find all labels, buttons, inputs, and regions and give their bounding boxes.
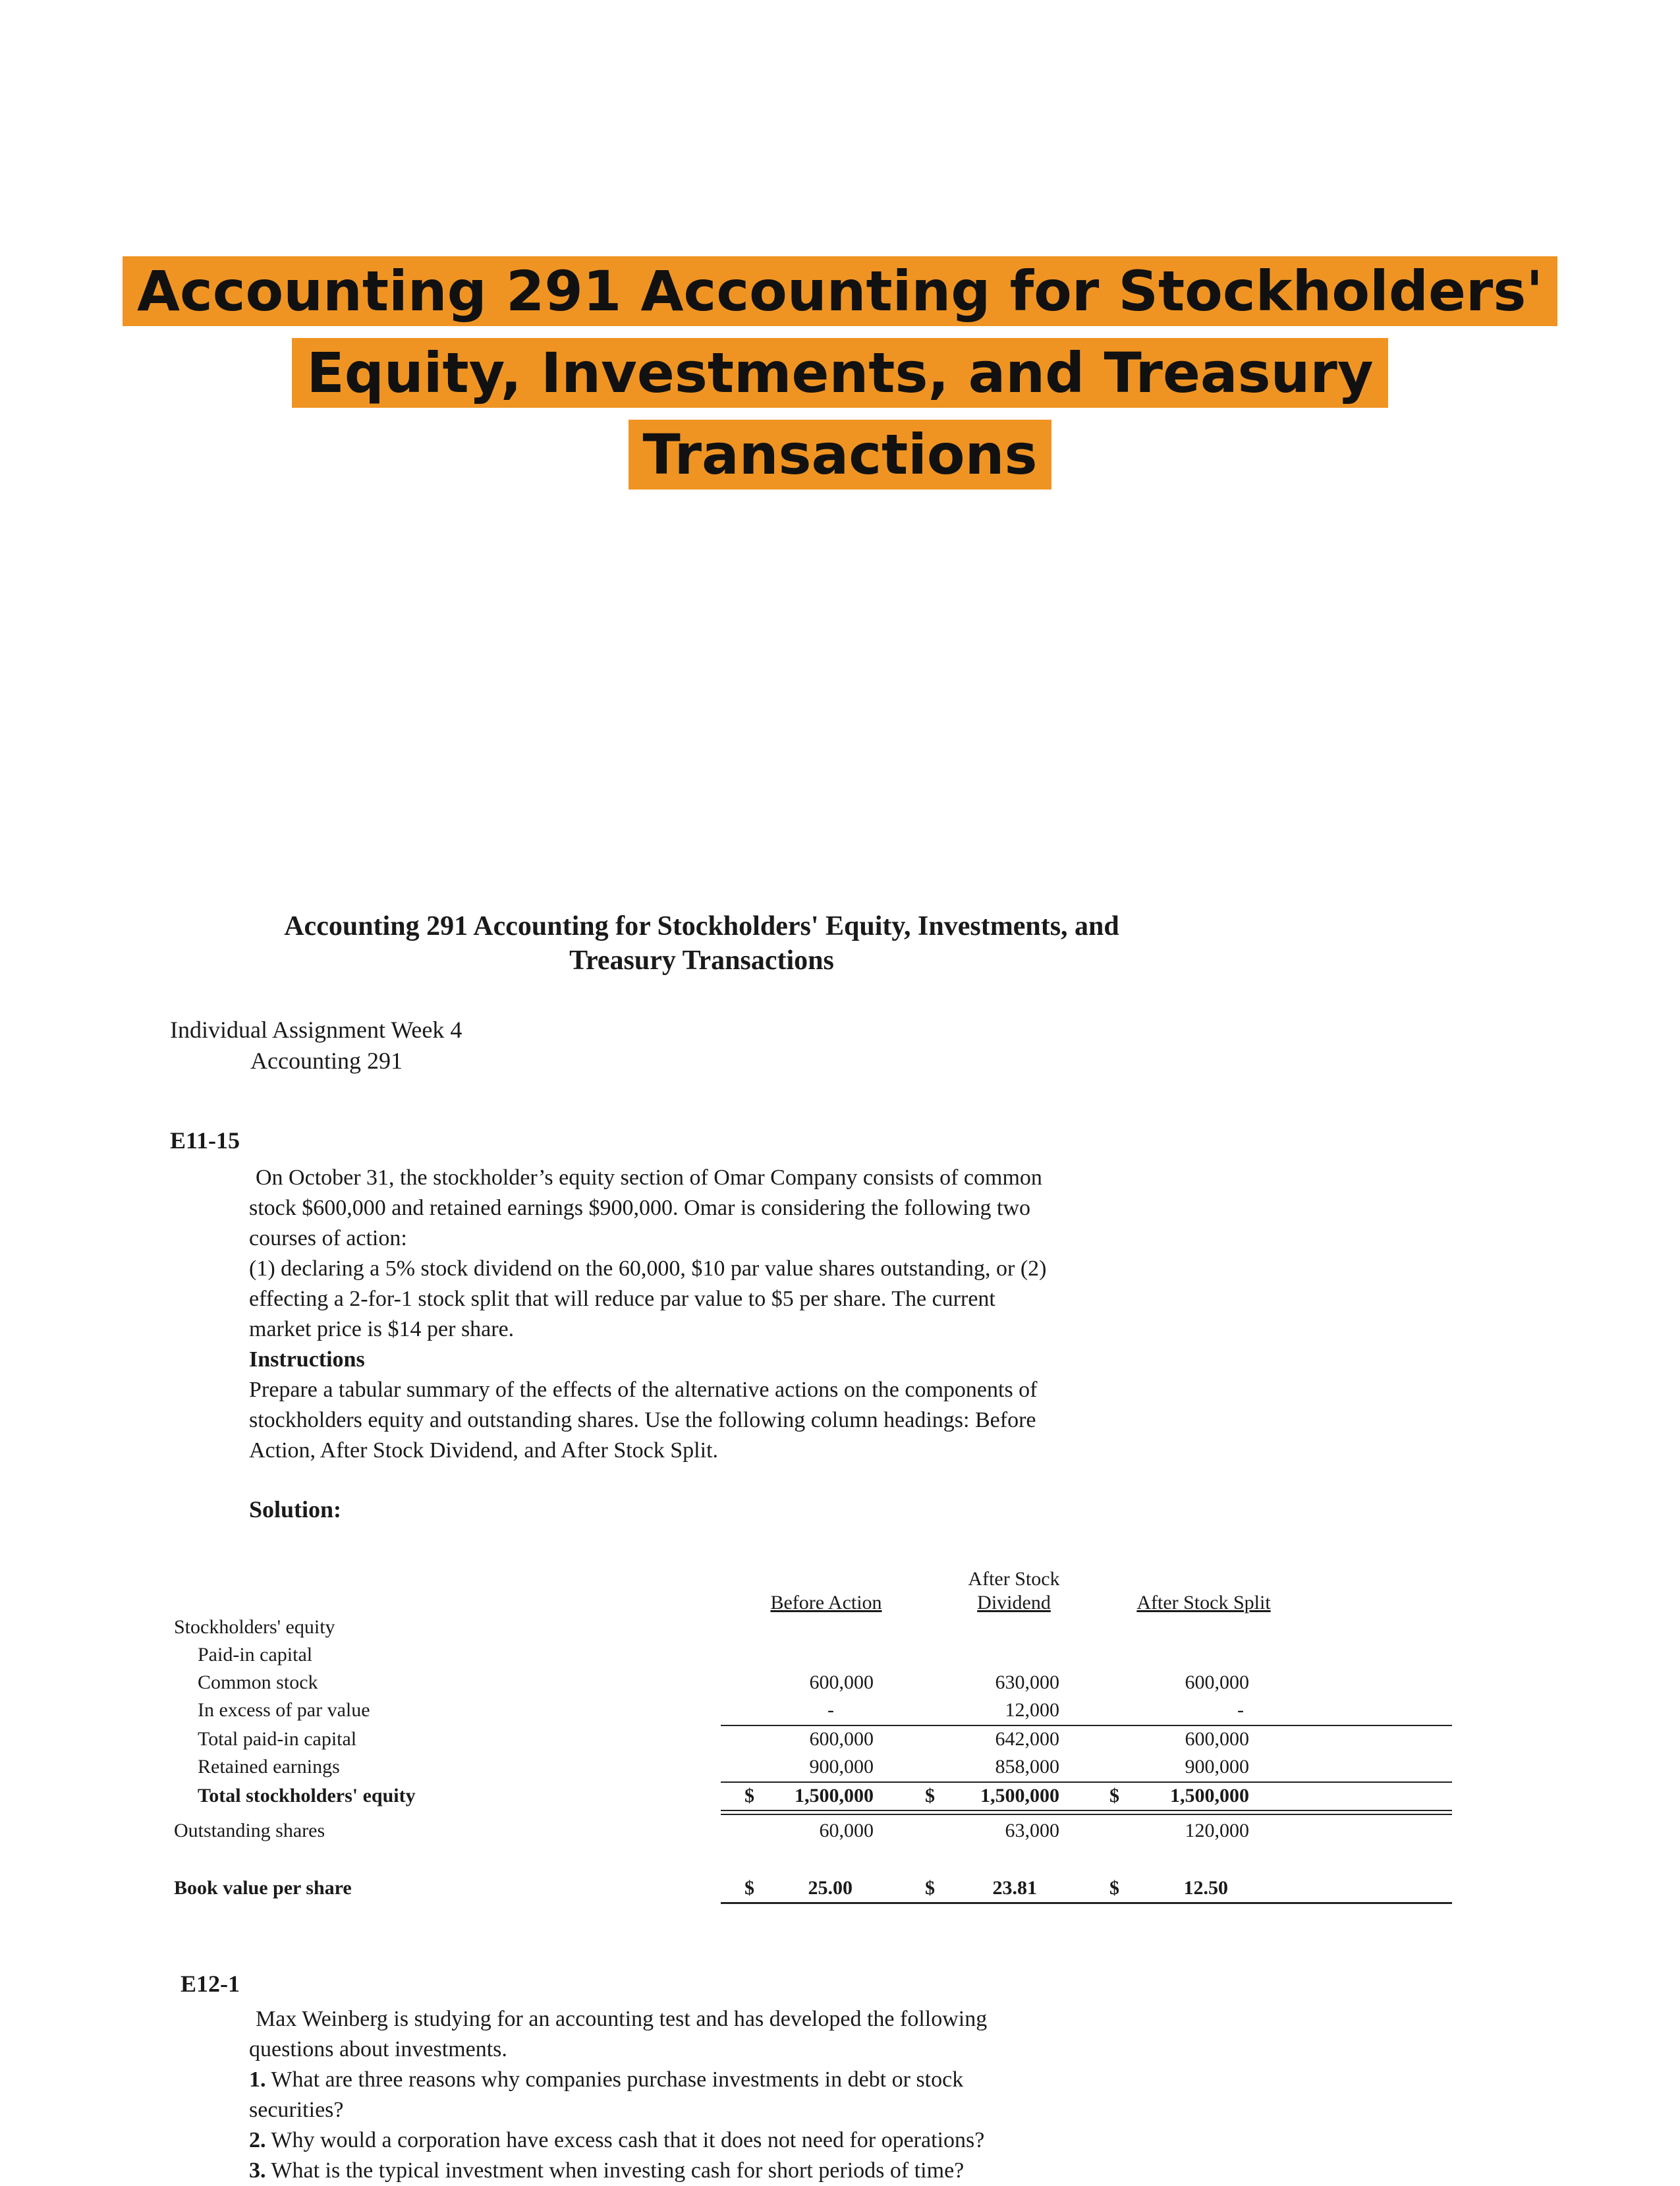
column-header-after-dividend [938,1567,1090,1615]
column-header-after-dividend-line-1: After Stock [968,1568,1060,1590]
book-value-rule [721,1902,1452,1904]
assignment-label: Individual Assignment Week 4 [170,1017,462,1043]
column-header-after-split: After Stock Split [1136,1592,1271,1613]
intro-line: questions about investments. [249,2037,507,2061]
cell-total-equity-before: 1,500,000 [795,1785,874,1807]
cell-excess-split: - [1237,1699,1244,1721]
question-number: 3. [249,2158,266,2183]
cell-shares-before: 60,000 [819,1820,874,1841]
intro-line: Max Weinberg is studying for an accounting test and has developed the following [256,2007,988,2031]
question-text: What is the typical investment when investing cash for short periods of time? [266,2158,965,2183]
question-text: What are three reasons why companies purchase investments in debt or stock [266,2067,964,2092]
cell-retained-split: 900,000 [1185,1756,1249,1778]
exercise-e12-1-text [249,2004,1198,2186]
cell-retained-dividend: 858,000 [995,1756,1059,1778]
problem-line: On October 31, the stockholder’s equity section of Omar Company consists of common [256,1165,1042,1190]
banner-title-line-3: Transactions [629,420,1052,490]
document-title-line-2: Treasury Transactions [569,945,834,976]
course-label: Accounting 291 [250,1048,403,1074]
question-text: Why would a corporation have excess cash that it does not need for operations? [266,2128,985,2152]
banner-title [0,250,1680,495]
currency-sign: $ [744,1877,754,1899]
exercise-heading-e12-1: E12-1 [181,1971,240,1997]
banner-title-line-1: Accounting 291 Accounting for Stockholders' [123,256,1557,326]
row-label-retained-earnings: Retained earnings [198,1756,340,1778]
question-number: 1. [249,2067,266,2092]
currency-sign: $ [744,1785,754,1807]
question-2 [249,2125,1198,2156]
instruction-line: stockholders equity and outstanding shares. Use the following column headings: Before [249,1408,1036,1432]
problem-line: stock $600,000 and retained earnings $900,000. Omar is considering the following two [249,1196,1030,1220]
currency-sign: $ [925,1785,935,1807]
problem-line: effecting a 2-for-1 stock split that will reduce par value to $5 per share. The current [249,1287,995,1311]
column-header-after-dividend-line-2: Dividend [977,1592,1051,1613]
cell-book-split: 12.50 [1183,1877,1228,1899]
subtotal-rule [721,1725,1452,1726]
cell-book-dividend: 23.81 [992,1877,1037,1899]
cell-total-equity-dividend: 1,500,000 [980,1785,1059,1807]
currency-sign: $ [1109,1877,1119,1899]
cell-total-paid-before: 600,000 [809,1728,874,1750]
row-label-excess-par: In excess of par value [198,1699,370,1721]
currency-sign: $ [1109,1785,1119,1807]
problem-line: courses of action: [249,1226,407,1250]
total-rule [721,1781,1452,1783]
solution-label: Solution: [249,1496,342,1523]
cell-excess-dividend: 12,000 [1005,1699,1059,1721]
row-label-book-value: Book value per share [174,1877,352,1899]
cell-common-dividend: 630,000 [995,1671,1059,1693]
column-header-before-action: Before Action [770,1592,882,1613]
row-label-total-equity: Total stockholders' equity [198,1785,416,1807]
problem-line: market price is $14 per share. [249,1317,515,1341]
exercise-e11-15-text [249,1163,1198,1466]
instructions-heading: Instructions [249,1347,365,1372]
cell-total-equity-split: 1,500,000 [1170,1785,1249,1807]
double-rule [721,1810,1452,1815]
instruction-line: Action, After Stock Dividend, and After Stock Split. [249,1438,719,1463]
cell-common-split: 600,000 [1185,1671,1249,1693]
question-number: 2. [249,2128,266,2152]
row-label-paid-in-capital: Paid-in capital [198,1644,313,1666]
cell-excess-before: - [827,1699,834,1721]
row-label-outstanding-shares: Outstanding shares [174,1820,325,1841]
cell-common-before: 600,000 [809,1671,874,1693]
question-1 [249,2065,1198,2095]
cell-total-paid-split: 600,000 [1185,1728,1249,1750]
question-3 [249,2156,1198,2186]
cell-shares-split: 120,000 [1185,1820,1249,1841]
instruction-line: Prepare a tabular summary of the effects of the alternative actions on the components of [249,1378,1038,1402]
document-title [217,909,1186,978]
exercise-heading-e11-15: E11-15 [170,1127,240,1154]
cell-total-paid-dividend: 642,000 [995,1728,1059,1750]
cell-shares-dividend: 63,000 [1005,1820,1059,1841]
problem-line: (1) declaring a 5% stock dividend on the 60,000, $10 par value shares outstanding, or (2) [249,1256,1047,1281]
document-title-line-1: Accounting 291 Accounting for Stockholders' Equity, Investments, and [284,911,1119,941]
row-label-stockholders-equity: Stockholders' equity [174,1616,335,1638]
cell-retained-before: 900,000 [809,1756,874,1778]
currency-sign: $ [925,1877,935,1899]
banner-title-line-2: Equity, Investments, and Treasury [292,338,1387,408]
row-label-common-stock: Common stock [198,1671,318,1693]
assignment-info [170,1015,462,1077]
equity-summary-table [174,1565,1294,1920]
row-label-total-paid-in: Total paid-in capital [198,1728,357,1750]
cell-book-before: 25.00 [808,1877,853,1899]
question-1-cont: securities? [249,2098,344,2122]
